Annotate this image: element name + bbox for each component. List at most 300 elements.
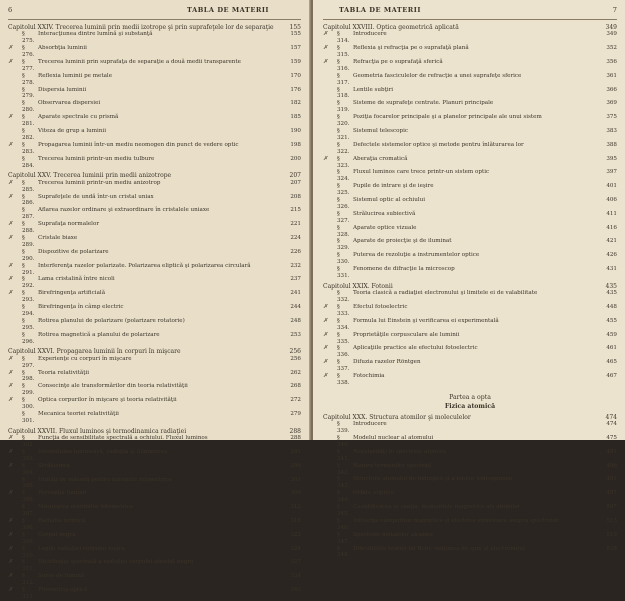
toc-entry xyxy=(323,114,617,128)
section-page: 262 xyxy=(290,369,301,376)
section-page: 475 xyxy=(606,435,617,442)
section-title: Strălucirea xyxy=(38,462,70,469)
section-number: § 308. xyxy=(22,518,35,531)
margin-mark: ✗ xyxy=(323,58,328,65)
section-number: § 329. xyxy=(337,238,350,252)
section-page: 322 xyxy=(290,531,301,538)
section-title: Defectele sistemelor optice şi metode pentru înlăturarea lor xyxy=(353,141,524,148)
section-page: 244 xyxy=(290,304,301,311)
chapter-page: 435 xyxy=(605,282,617,290)
left-page xyxy=(0,0,311,600)
toc-entry xyxy=(8,249,301,263)
section-page: 256 xyxy=(290,355,301,362)
section-page: 253 xyxy=(290,331,301,338)
toc-entry xyxy=(323,225,617,239)
section-page: 200 xyxy=(290,155,301,162)
section-number: § 292. xyxy=(22,276,35,290)
toc-entry xyxy=(323,345,617,359)
left-toc xyxy=(8,24,301,601)
chapter-page: 288 xyxy=(289,427,301,435)
section-page: 237 xyxy=(290,276,301,283)
toc-entry xyxy=(8,290,301,304)
section-page: 343 xyxy=(290,587,301,594)
chapter-heading xyxy=(8,172,301,179)
chapter-title: Capitolul XXVIII. Optica geometrică aplicată xyxy=(323,24,459,31)
section-title: Introducere xyxy=(353,31,387,38)
section-number: § 289. xyxy=(22,234,35,248)
section-title: Aberaţia cromatică xyxy=(353,155,408,162)
chapter-page: 256 xyxy=(289,348,301,356)
section-title: Aparate optice vizuale xyxy=(353,224,417,231)
section-number: § 312. xyxy=(22,573,35,587)
section-title: Reflexia luminii pe metale xyxy=(38,72,113,79)
margin-mark: ✗ xyxy=(8,462,13,469)
section-number: § 320. xyxy=(337,114,350,128)
section-title: Efectul fotoelectric xyxy=(353,304,408,311)
chapter-title: Capitolul XXIV. Trecerea luminii prin medii izotrope şi prin suprafeţele lor de separaţie xyxy=(8,24,274,31)
section-page: 318 xyxy=(290,518,301,524)
margin-mark: ✗ xyxy=(8,369,13,376)
right-running-title: TABLA DE MATERII xyxy=(339,6,421,14)
toc-entry xyxy=(8,128,301,142)
section-title: Funcţia de sensibilitate spectrală a ochiului. Fluxul luminos xyxy=(38,435,208,442)
section-number: § 317. xyxy=(337,72,350,86)
section-title: Interacţiunea dintre lumină şi substanţă xyxy=(38,31,153,38)
section-title: Fotochimia xyxy=(353,373,385,380)
section-number: § 342. xyxy=(337,462,350,476)
section-number: § 336. xyxy=(337,345,350,359)
left-running-title: TABLA DE MATERII xyxy=(187,6,269,14)
toc-entry xyxy=(8,235,301,249)
toc-entry xyxy=(323,266,617,280)
section-page: 383 xyxy=(606,127,617,134)
section-title: Introducere xyxy=(353,421,387,428)
toc-entry xyxy=(323,128,617,142)
section-number: § 311. xyxy=(22,559,35,573)
section-number: § 313. xyxy=(22,587,35,600)
section-page: 397 xyxy=(606,169,617,176)
toc-entry xyxy=(323,87,617,101)
section-number: § 319. xyxy=(337,100,350,114)
toc-entry xyxy=(323,211,617,225)
section-page: 528 xyxy=(606,545,617,552)
section-page: 241 xyxy=(290,290,301,297)
toc-entry xyxy=(323,359,617,373)
margin-mark: ✗ xyxy=(8,531,13,538)
section-number: § 294. xyxy=(22,304,35,317)
toc-entry xyxy=(323,435,617,449)
section-page: 481 xyxy=(606,448,617,455)
section-number: § 307. xyxy=(22,504,35,518)
toc-entry xyxy=(8,304,301,318)
margin-mark: ✗ xyxy=(323,31,328,38)
margin-mark: ✗ xyxy=(8,276,13,283)
section-number: § 301. xyxy=(22,411,35,424)
margin-mark: ✗ xyxy=(323,45,328,52)
toc-entry xyxy=(8,318,301,332)
chapter-title: Capitolul XXV. Trecerea luminii prin medii anizotrope xyxy=(8,172,172,180)
section-title: Aflarea razelor ordinare şi extraordinare în cristalele uniaxe xyxy=(38,207,210,214)
section-page: 306 xyxy=(290,490,301,497)
section-page: 455 xyxy=(606,317,617,324)
section-page: 248 xyxy=(290,317,301,324)
margin-mark: ✗ xyxy=(8,193,13,200)
toc-entry xyxy=(323,332,617,346)
toc-entry xyxy=(8,156,301,170)
toc-entry xyxy=(8,114,301,128)
section-title: Spectrele metalelor alcaline xyxy=(353,531,433,538)
section-number: § 345. xyxy=(337,504,350,517)
section-number: § 327. xyxy=(337,210,350,224)
section-title: Reflexia şi refracţia pe o suprafaţă plană xyxy=(353,45,469,52)
section-page: 435 xyxy=(606,290,617,297)
section-number: § 276. xyxy=(22,45,35,59)
section-number: § 279. xyxy=(22,86,35,100)
toc-entry xyxy=(323,73,617,87)
toc-entry xyxy=(8,518,301,532)
margin-mark: ✗ xyxy=(8,234,13,241)
section-title: Sistemul telescopic xyxy=(353,127,409,134)
toc-entry xyxy=(8,45,301,59)
section-page: 352 xyxy=(606,45,617,52)
section-number: § 281. xyxy=(22,114,35,128)
section-title: Intensitatea luminoasă, radiaţia şi iluminarea xyxy=(38,448,168,455)
section-number: § 278. xyxy=(22,72,35,86)
section-title: Dispozitive de polarizare xyxy=(38,248,109,255)
header-rule xyxy=(8,19,301,20)
section-number: § 324. xyxy=(337,169,350,183)
section-page: 349 xyxy=(606,31,617,38)
chapter-title: Capitolul XXX. Structura atomilor şi moleculelor xyxy=(323,413,471,421)
section-number: § 302. xyxy=(22,435,35,449)
section-title: Aplicaţiile practice ale efectului fotoelectric xyxy=(353,345,478,352)
section-page: 459 xyxy=(606,331,617,338)
section-page: 461 xyxy=(606,345,617,352)
toc-entry xyxy=(8,573,301,587)
section-number: § 343. xyxy=(337,476,350,490)
section-title: Trecerea luminii printr-un mediu anizotrop xyxy=(38,179,161,186)
part-title: Fizica atomică xyxy=(444,402,496,410)
section-page: 465 xyxy=(606,359,617,366)
toc-entry xyxy=(8,31,301,45)
margin-mark: ✗ xyxy=(8,58,13,65)
section-page: 416 xyxy=(606,224,617,231)
section-title: Geometria fasciculelor de refracţie a unei suprafeţe sferice xyxy=(353,72,522,79)
section-number: § 293. xyxy=(22,290,35,304)
section-page: 157 xyxy=(290,45,301,52)
section-number: § 341. xyxy=(337,448,350,462)
section-page: 224 xyxy=(290,234,301,241)
section-number: § 337. xyxy=(337,359,350,373)
chapter-heading xyxy=(323,24,617,31)
toc-entry xyxy=(323,183,617,197)
section-title: Orbite eliptice xyxy=(353,490,394,497)
section-page: 185 xyxy=(290,114,301,121)
toc-entry xyxy=(8,263,301,277)
section-number: § 290. xyxy=(22,248,35,262)
section-page: 369 xyxy=(606,100,617,107)
section-title: Mecanica teoriei relativităţii xyxy=(38,411,119,418)
section-title: Pupile de intrare şi de ieşire xyxy=(353,183,434,190)
section-title: Interferenţa razelor polarizate. Polarizarea eliptică şi polarizarea circulară xyxy=(38,262,251,269)
part-label: Partea a opta xyxy=(449,393,491,401)
section-title: Corpul negru xyxy=(38,531,76,538)
section-page: 268 xyxy=(290,383,301,390)
section-page: 467 xyxy=(606,373,617,380)
section-page: 215 xyxy=(290,207,301,214)
section-page: 395 xyxy=(606,155,617,162)
toc-entry xyxy=(323,142,617,156)
section-page: 375 xyxy=(606,114,617,121)
section-number: § 306. xyxy=(22,490,35,504)
section-number: § 283. xyxy=(22,141,35,155)
section-title: Influenţa câmpurilor magnetice şi electrice exterioare asupra spectrelor xyxy=(353,517,559,524)
section-page: 272 xyxy=(290,397,301,404)
section-number: § 347. xyxy=(337,531,350,545)
margin-mark: ✗ xyxy=(323,373,328,380)
section-number: § 303. xyxy=(22,448,35,462)
section-page: 279 xyxy=(290,411,301,418)
margin-mark: ✗ xyxy=(8,587,13,594)
section-title: Trecerea luminii prin suprafaţa de separaţie a două medii transparente xyxy=(38,58,241,65)
toc-entry xyxy=(8,490,301,504)
section-title: Propagarea luminii într-un mediu neomogen din punct de vedere optic xyxy=(38,141,239,148)
section-title: Teoria clasică a radiaţiei electronului şi limitele ei de valabilitate xyxy=(353,290,538,297)
toc-entry xyxy=(8,477,301,491)
section-title: Formula lui Einstein şi verificarea ei experimentală xyxy=(353,317,499,324)
toc-entry xyxy=(323,304,617,318)
section-number: § 335. xyxy=(337,331,350,345)
section-title: Aparate de proiecţie şi de iluminat xyxy=(353,238,452,245)
margin-mark: ✗ xyxy=(8,435,13,442)
section-title: Strălucirea subiectivă xyxy=(353,210,416,217)
chapter-page: 474 xyxy=(605,413,617,421)
section-page: 296 xyxy=(290,462,301,469)
section-number: § 322. xyxy=(337,141,350,155)
toc-entry xyxy=(323,290,617,304)
section-page: 519 xyxy=(606,531,617,538)
section-number: § 348. xyxy=(337,545,350,559)
section-title: Unităţi de măsură pentru mărimile fotometrice xyxy=(38,476,172,483)
section-number: § 277. xyxy=(22,58,35,72)
section-number: § 344. xyxy=(337,490,350,504)
margin-mark: ✗ xyxy=(8,573,13,580)
right-toc xyxy=(323,24,617,387)
margin-mark: ✗ xyxy=(8,262,13,269)
toc-entry xyxy=(8,559,301,573)
toc-entry xyxy=(8,221,301,235)
margin-mark: ✗ xyxy=(8,179,13,186)
toc-entry xyxy=(323,546,617,560)
section-title: Sisteme de suprafeţe centrate. Planuri principale xyxy=(353,100,494,107)
section-number: § 330. xyxy=(337,252,350,266)
margin-mark: ✗ xyxy=(8,559,13,566)
section-page: 406 xyxy=(606,197,617,204)
toc-entry xyxy=(8,411,301,425)
section-title: Dificultăţile teoriei lui Bohr; noţiunea de spin al electronului xyxy=(353,545,525,552)
chapter-title: Capitolul XXVI. Propagarea luminii în corpuri în mişcare xyxy=(8,348,181,356)
margin-mark: ✗ xyxy=(8,141,13,148)
section-number: § 326. xyxy=(337,197,350,210)
toc-entry xyxy=(8,370,301,384)
section-number: § 300. xyxy=(22,397,35,411)
toc-entry xyxy=(8,397,301,411)
margin-mark: ✗ xyxy=(323,155,328,162)
section-number: § 310. xyxy=(22,545,35,559)
section-page: 421 xyxy=(606,238,617,245)
section-page: 232 xyxy=(290,262,301,269)
section-page: 301 xyxy=(290,476,301,483)
section-number: § 321. xyxy=(337,127,350,141)
section-page: 190 xyxy=(290,127,301,134)
toc-entry xyxy=(323,238,617,252)
section-number: § 298. xyxy=(22,369,35,383)
section-title: Distribuţia spectrală a radiaţiei corpului absolut negru xyxy=(38,559,194,566)
header-rule xyxy=(323,19,617,20)
section-title: Experienţe cu corpuri în mişcare xyxy=(38,355,132,362)
section-page: 170 xyxy=(290,72,301,79)
section-title: Puterea de rezoluţie a instrumentelor optice xyxy=(353,252,480,259)
section-page: 182 xyxy=(290,100,301,107)
section-page: 507 xyxy=(606,504,617,511)
section-title: Trecerea luminii printr-un mediu tulbure xyxy=(38,155,155,162)
margin-mark: ✗ xyxy=(8,518,13,524)
section-page: 226 xyxy=(290,248,301,255)
toc-entry xyxy=(323,59,617,73)
toc-entry xyxy=(323,197,617,211)
section-number: § 275. xyxy=(22,31,35,45)
toc-entry xyxy=(8,207,301,221)
section-title: Fenomene de difracţie la microscop xyxy=(353,266,455,273)
toc-entry xyxy=(323,476,617,490)
section-title: Natura termenilor spectrali xyxy=(353,462,432,469)
left-header xyxy=(8,4,301,16)
toc-entry xyxy=(8,194,301,208)
margin-mark: ✗ xyxy=(8,45,13,52)
section-page: 448 xyxy=(606,304,617,311)
section-number: § 299. xyxy=(22,383,35,397)
section-number: § 305. xyxy=(22,476,35,490)
section-number: § 309. xyxy=(22,531,35,545)
section-title: Birefringenţa în câmp electric xyxy=(38,304,124,311)
section-title: Difuzia razelor Röntgen xyxy=(353,359,421,366)
toc-entry xyxy=(323,463,617,477)
toc-entry xyxy=(323,421,617,435)
section-page: 176 xyxy=(290,86,301,93)
section-title: Birefringenţa artificială xyxy=(38,290,106,297)
toc-entry xyxy=(323,518,617,532)
chapter-heading xyxy=(8,348,301,355)
section-title: Rotirea magnetică a planului de polarizare xyxy=(38,331,160,338)
section-title: Teoria relativităţii xyxy=(38,369,90,376)
section-title: Fluxul luminos care trece printr-un sistem optic xyxy=(353,169,490,176)
section-number: § 287. xyxy=(22,207,35,221)
section-page: 159 xyxy=(290,58,301,65)
section-title: Aparate spectrale cu prismă xyxy=(38,114,119,121)
section-page: 291 xyxy=(290,448,301,455)
chapter-title: Capitolul XXVII. Fluxul luminos şi termodinamica radiaţiei xyxy=(8,427,187,435)
toc-entry xyxy=(8,142,301,156)
section-page: 221 xyxy=(290,221,301,228)
margin-mark: ✗ xyxy=(323,331,328,338)
section-number: § 314. xyxy=(337,31,350,45)
section-page: 207 xyxy=(290,179,301,186)
section-page: 411 xyxy=(606,210,617,217)
toc-entry xyxy=(323,156,617,170)
section-page: 155 xyxy=(290,31,301,38)
section-title: Măsurarea mărimilor fotometrice xyxy=(38,504,134,511)
section-title: Percepţia luminii xyxy=(38,490,87,497)
section-title: Refracţia pe o suprafaţă sferică xyxy=(353,58,443,65)
toc-entry xyxy=(323,169,617,183)
section-title: Optica corpurilor în mişcare şi teoria relativităţii xyxy=(38,397,177,404)
section-title: Pirometria optică xyxy=(38,587,88,594)
toc-entry xyxy=(8,383,301,397)
margin-mark: ✗ xyxy=(8,355,13,362)
section-number: § 296. xyxy=(22,331,35,345)
margin-mark: ✗ xyxy=(8,114,13,121)
toc-entry xyxy=(8,504,301,518)
section-title: Rotirea planului de polarizare (polarizare rotatorie) xyxy=(38,317,185,324)
toc-entry xyxy=(323,31,617,45)
margin-mark: ✗ xyxy=(8,221,13,228)
section-title: Cuantificarea în spaţiu; momentele magnetice ale atomilor xyxy=(353,504,521,511)
section-number: § 328. xyxy=(337,224,350,238)
section-page: 366 xyxy=(606,86,617,93)
section-title: Surse de lumină xyxy=(38,573,85,580)
margin-mark: ✗ xyxy=(323,359,328,366)
section-page: 491 xyxy=(606,476,617,483)
margin-mark: ✗ xyxy=(8,490,13,497)
section-number: § 333. xyxy=(337,304,350,317)
section-title: Lama cristalină între nicoli xyxy=(38,276,115,283)
section-number: § 291. xyxy=(22,262,35,276)
section-number: § 346. xyxy=(337,517,350,531)
margin-mark: ✗ xyxy=(8,545,13,552)
section-page: 288 xyxy=(290,435,301,442)
section-title: Dispersia luminii xyxy=(38,86,87,93)
section-number: § 280. xyxy=(22,100,35,114)
chapter-heading xyxy=(323,414,617,421)
section-page: 334 xyxy=(290,573,301,580)
section-number: § 334. xyxy=(337,317,350,331)
section-page: 513 xyxy=(606,517,617,524)
toc-entry xyxy=(323,449,617,463)
left-page-number: 6 xyxy=(8,6,13,14)
section-title: Regularităţi în spectrele atomice xyxy=(353,448,447,455)
margin-mark: ✗ xyxy=(8,383,13,390)
toc-entry xyxy=(8,356,301,370)
section-page: 327 xyxy=(290,559,301,566)
section-page: 431 xyxy=(606,266,617,273)
chapter-page: 349 xyxy=(605,24,617,31)
right-page xyxy=(313,0,625,559)
section-title: Cristale biaxe xyxy=(38,234,78,241)
toc-entry xyxy=(323,532,617,546)
section-title: Viteza de grup a luminii xyxy=(38,127,107,134)
toc-entry xyxy=(8,276,301,290)
section-page: 208 xyxy=(290,193,301,200)
section-number: § 284. xyxy=(22,155,35,169)
chapter-page: 207 xyxy=(289,172,301,180)
section-number: § 297. xyxy=(22,355,35,369)
section-title: Legile radiaţiei corpului negru xyxy=(38,545,125,552)
section-page: 401 xyxy=(606,183,617,190)
margin-mark: ✗ xyxy=(8,448,13,455)
section-page: 474 xyxy=(606,421,617,428)
section-number: § 288. xyxy=(22,221,35,235)
section-page: 356 xyxy=(606,58,617,65)
